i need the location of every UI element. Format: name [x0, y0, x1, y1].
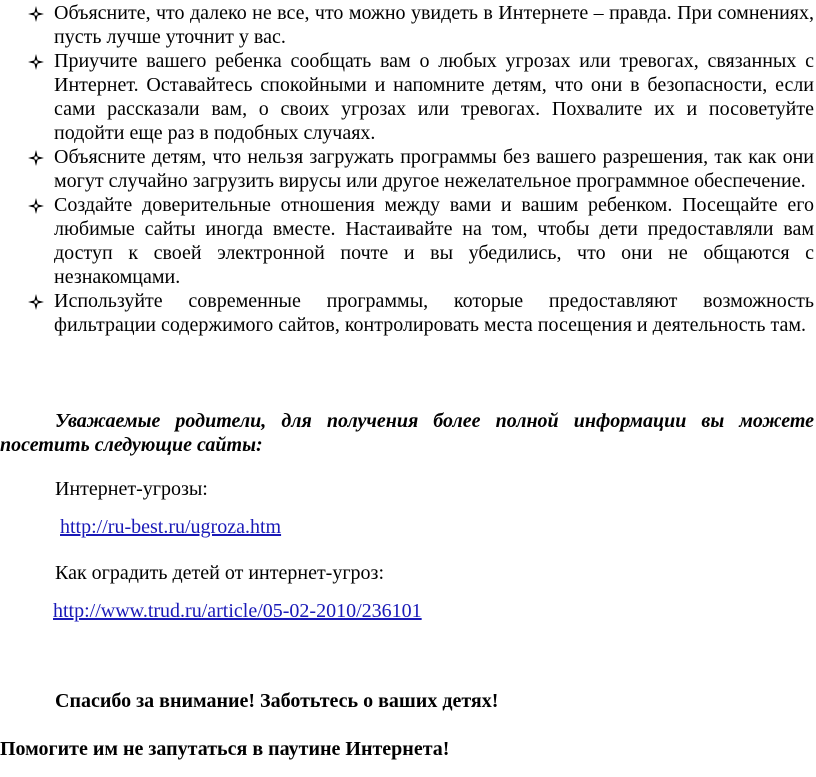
resource-label-protect: Как оградить детей от интернет-угроз:: [55, 562, 385, 584]
diamond-star-bullet-icon: [28, 150, 44, 166]
list-item: [28, 145, 814, 193]
list-item-text: Объясните детям, что нельзя загружать программы без вашего разрешения, так как они могут случайно загрузить вирусы или другое нежелательное программное обеспечение.: [54, 146, 814, 192]
list-item: [28, 1, 814, 49]
resource-label-threats: Интернет-угрозы:: [55, 478, 208, 500]
list-item-text: Используйте современные программы, которые предоставляют возможность фильтрации содержимого сайтов, контролировать места посещения и деятельность там.: [54, 290, 814, 336]
list-item: [28, 193, 814, 289]
list-item-text: Объясните, что далеко не все, что можно увидеть в Интернете – правда. При сомнениях, пусть лучше уточнит у вас.: [54, 2, 814, 48]
list-item-text: Приучите вашего ребенка сообщать вам о любых угрозах или тревогах, связанных с Интернет. Оставайтесь спокойными и напомните детям, что они в безопасности, если сами рассказали вам, о своих угрозах или тревогах. Похвалите их и посоветуйте подойти еще раз в подобных случаях.: [54, 50, 814, 144]
advice-list: [28, 1, 814, 337]
diamond-star-bullet-icon: [28, 6, 44, 22]
list-item-text: Создайте доверительные отношения между вами и вашим ребенком. Посещайте его любимые сайты иногда вместе. Настаивайте на том, чтобы дети предоставляли вам доступ к своей электронной почте и вы убедились, что они не общаются с незнакомцами.: [54, 194, 814, 288]
closing-help: Помогите им не запутаться в паутине Интернета!: [0, 738, 450, 760]
list-item: [28, 49, 814, 145]
diamond-star-bullet-icon: [28, 54, 44, 70]
diamond-star-bullet-icon: [28, 294, 44, 310]
resource-link-protect[interactable]: http://www.trud.ru/article/05-02-2010/236101: [53, 600, 422, 622]
diamond-star-bullet-icon: [28, 198, 44, 214]
resource-link-threats[interactable]: http://ru-best.ru/ugroza.htm: [60, 516, 282, 538]
closing-thanks: Спасибо за внимание! Заботьтесь о ваших детях!: [55, 690, 499, 712]
parents-invitation: Уважаемые родители, для получения более полной информации вы можете посетить следующие сайты:: [0, 410, 814, 456]
list-item: [28, 289, 814, 337]
